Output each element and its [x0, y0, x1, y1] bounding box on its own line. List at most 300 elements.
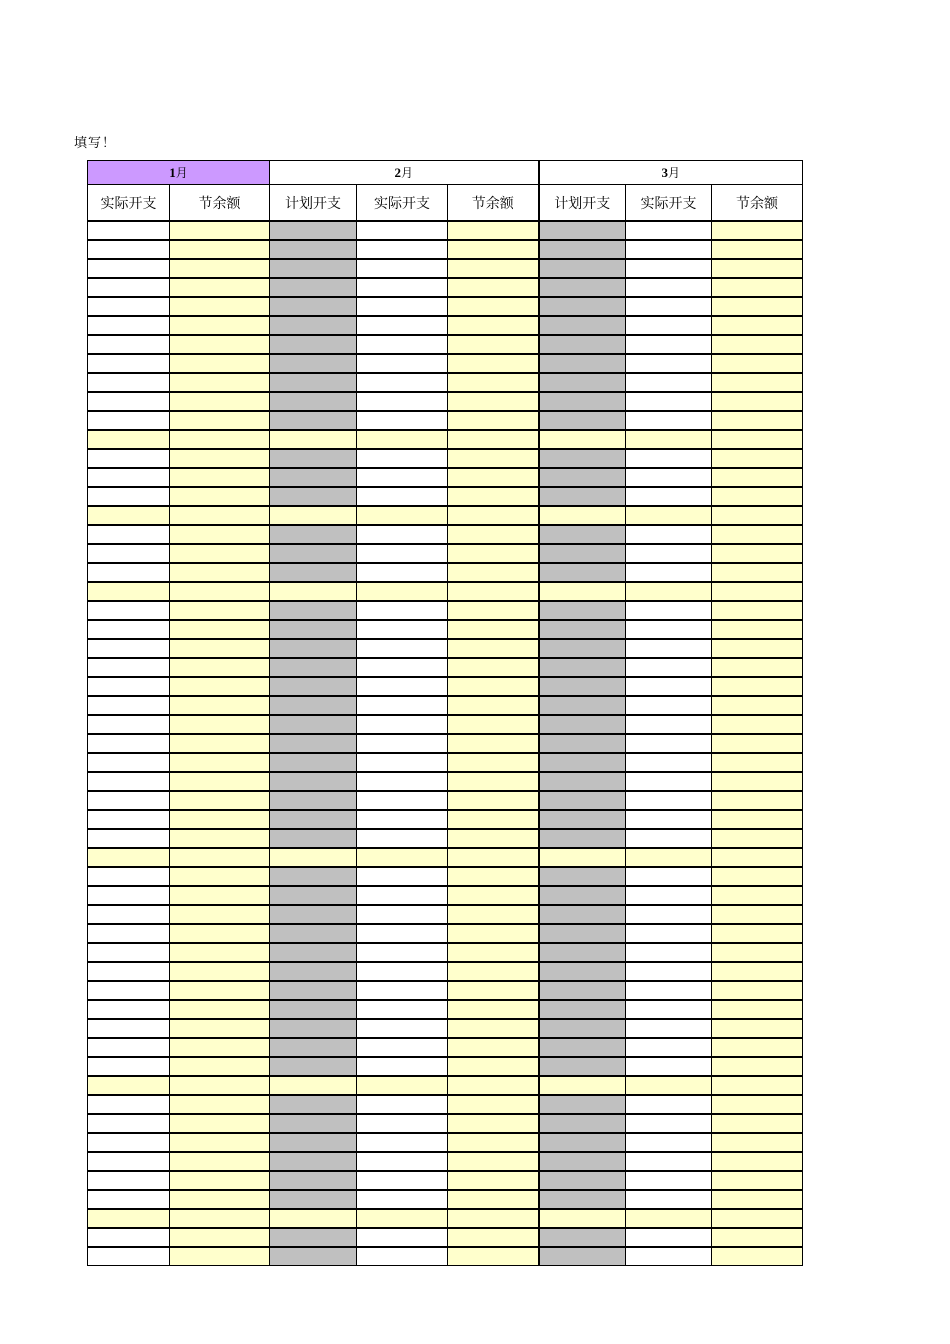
table-cell[interactable] — [448, 525, 539, 544]
table-cell[interactable] — [712, 791, 803, 810]
table-cell[interactable] — [357, 1076, 448, 1095]
table-cell[interactable] — [626, 316, 712, 335]
table-cell[interactable] — [448, 335, 539, 354]
table-cell[interactable] — [712, 658, 803, 677]
table-cell[interactable] — [88, 506, 170, 525]
table-cell[interactable] — [170, 373, 270, 392]
table-cell[interactable] — [448, 1152, 539, 1171]
table-cell[interactable] — [270, 221, 357, 240]
table-cell[interactable] — [170, 1133, 270, 1152]
table-cell[interactable] — [448, 544, 539, 563]
table-cell[interactable] — [712, 734, 803, 753]
table-cell[interactable] — [270, 639, 357, 658]
table-cell[interactable] — [539, 810, 626, 829]
table-cell[interactable] — [170, 544, 270, 563]
table-cell[interactable] — [448, 297, 539, 316]
table-cell[interactable] — [357, 1171, 448, 1190]
table-cell[interactable] — [448, 1114, 539, 1133]
table-cell[interactable] — [270, 848, 357, 867]
table-cell[interactable] — [712, 1209, 803, 1228]
table-cell[interactable] — [626, 620, 712, 639]
table-cell[interactable] — [539, 1019, 626, 1038]
table-cell[interactable] — [539, 943, 626, 962]
table-cell[interactable] — [712, 449, 803, 468]
table-cell[interactable] — [712, 924, 803, 943]
table-cell[interactable] — [448, 905, 539, 924]
table-cell[interactable] — [448, 981, 539, 1000]
table-cell[interactable] — [626, 734, 712, 753]
table-cell[interactable] — [712, 544, 803, 563]
table-cell[interactable] — [626, 1076, 712, 1095]
table-cell[interactable] — [539, 924, 626, 943]
table-cell[interactable] — [270, 1076, 357, 1095]
table-cell[interactable] — [539, 430, 626, 449]
table-cell[interactable] — [626, 354, 712, 373]
table-cell[interactable] — [712, 1076, 803, 1095]
table-cell[interactable] — [712, 1133, 803, 1152]
table-cell[interactable] — [88, 848, 170, 867]
table-cell[interactable] — [88, 924, 170, 943]
table-cell[interactable] — [712, 981, 803, 1000]
table-cell[interactable] — [357, 658, 448, 677]
table-cell[interactable] — [626, 1133, 712, 1152]
table-cell[interactable] — [539, 639, 626, 658]
table-cell[interactable] — [170, 1209, 270, 1228]
table-cell[interactable] — [626, 240, 712, 259]
table-cell[interactable] — [270, 734, 357, 753]
table-cell[interactable] — [712, 601, 803, 620]
table-cell[interactable] — [357, 430, 448, 449]
table-cell[interactable] — [170, 240, 270, 259]
table-cell[interactable] — [270, 449, 357, 468]
table-cell[interactable] — [626, 544, 712, 563]
table-cell[interactable] — [88, 449, 170, 468]
table-cell[interactable] — [170, 677, 270, 696]
table-cell[interactable] — [270, 297, 357, 316]
table-cell[interactable] — [270, 582, 357, 601]
table-cell[interactable] — [448, 1171, 539, 1190]
table-cell[interactable] — [712, 620, 803, 639]
table-cell[interactable] — [448, 810, 539, 829]
table-cell[interactable] — [626, 981, 712, 1000]
table-cell[interactable] — [170, 506, 270, 525]
table-cell[interactable] — [626, 658, 712, 677]
table-cell[interactable] — [357, 601, 448, 620]
table-cell[interactable] — [88, 316, 170, 335]
table-cell[interactable] — [88, 1228, 170, 1247]
table-cell[interactable] — [448, 1209, 539, 1228]
table-cell[interactable] — [357, 297, 448, 316]
table-cell[interactable] — [170, 1076, 270, 1095]
table-cell[interactable] — [357, 449, 448, 468]
table-cell[interactable] — [270, 658, 357, 677]
table-cell[interactable] — [170, 715, 270, 734]
table-cell[interactable] — [712, 392, 803, 411]
table-cell[interactable] — [539, 278, 626, 297]
table-cell[interactable] — [270, 468, 357, 487]
table-cell[interactable] — [270, 278, 357, 297]
table-cell[interactable] — [270, 772, 357, 791]
table-cell[interactable] — [88, 696, 170, 715]
table-cell[interactable] — [626, 1095, 712, 1114]
table-cell[interactable] — [539, 221, 626, 240]
table-cell[interactable] — [88, 1038, 170, 1057]
table-cell[interactable] — [626, 810, 712, 829]
table-cell[interactable] — [270, 1019, 357, 1038]
table-cell[interactable] — [626, 449, 712, 468]
table-cell[interactable] — [712, 639, 803, 658]
table-cell[interactable] — [539, 658, 626, 677]
table-cell[interactable] — [712, 487, 803, 506]
table-cell[interactable] — [88, 487, 170, 506]
table-cell[interactable] — [357, 563, 448, 582]
table-cell[interactable] — [448, 373, 539, 392]
table-cell[interactable] — [539, 772, 626, 791]
table-cell[interactable] — [170, 810, 270, 829]
table-cell[interactable] — [170, 658, 270, 677]
table-cell[interactable] — [357, 639, 448, 658]
table-cell[interactable] — [270, 1057, 357, 1076]
table-cell[interactable] — [357, 278, 448, 297]
table-cell[interactable] — [357, 1038, 448, 1057]
table-cell[interactable] — [539, 487, 626, 506]
table-cell[interactable] — [539, 696, 626, 715]
table-cell[interactable] — [626, 1171, 712, 1190]
table-cell[interactable] — [539, 297, 626, 316]
table-cell[interactable] — [448, 506, 539, 525]
table-cell[interactable] — [357, 715, 448, 734]
table-cell[interactable] — [539, 753, 626, 772]
table-cell[interactable] — [270, 867, 357, 886]
table-cell[interactable] — [357, 411, 448, 430]
table-cell[interactable] — [88, 620, 170, 639]
table-cell[interactable] — [170, 1114, 270, 1133]
table-cell[interactable] — [712, 1095, 803, 1114]
table-cell[interactable] — [539, 734, 626, 753]
table-cell[interactable] — [270, 943, 357, 962]
table-cell[interactable] — [170, 601, 270, 620]
table-cell[interactable] — [270, 392, 357, 411]
table-cell[interactable] — [626, 1209, 712, 1228]
table-cell[interactable] — [270, 1114, 357, 1133]
table-cell[interactable] — [170, 278, 270, 297]
table-cell[interactable] — [626, 1000, 712, 1019]
table-cell[interactable] — [88, 886, 170, 905]
table-cell[interactable] — [88, 1171, 170, 1190]
table-cell[interactable] — [539, 1114, 626, 1133]
table-cell[interactable] — [626, 278, 712, 297]
table-cell[interactable] — [448, 867, 539, 886]
table-cell[interactable] — [357, 924, 448, 943]
table-cell[interactable] — [88, 582, 170, 601]
table-cell[interactable] — [88, 943, 170, 962]
table-cell[interactable] — [712, 297, 803, 316]
table-cell[interactable] — [270, 715, 357, 734]
table-cell[interactable] — [448, 829, 539, 848]
table-cell[interactable] — [170, 1152, 270, 1171]
table-cell[interactable] — [448, 1095, 539, 1114]
table-cell[interactable] — [626, 1190, 712, 1209]
table-cell[interactable] — [170, 924, 270, 943]
table-cell[interactable] — [626, 1019, 712, 1038]
table-cell[interactable] — [357, 620, 448, 639]
table-cell[interactable] — [270, 240, 357, 259]
table-cell[interactable] — [448, 715, 539, 734]
table-cell[interactable] — [712, 886, 803, 905]
table-cell[interactable] — [448, 962, 539, 981]
table-cell[interactable] — [357, 316, 448, 335]
table-cell[interactable] — [270, 753, 357, 772]
table-cell[interactable] — [712, 335, 803, 354]
table-cell[interactable] — [170, 525, 270, 544]
table-cell[interactable] — [170, 1247, 270, 1266]
table-cell[interactable] — [270, 677, 357, 696]
table-cell[interactable] — [270, 1095, 357, 1114]
table-cell[interactable] — [170, 1019, 270, 1038]
table-cell[interactable] — [170, 487, 270, 506]
table-cell[interactable] — [712, 259, 803, 278]
table-cell[interactable] — [88, 430, 170, 449]
table-cell[interactable] — [626, 392, 712, 411]
table-cell[interactable] — [539, 1095, 626, 1114]
table-cell[interactable] — [88, 810, 170, 829]
table-cell[interactable] — [539, 392, 626, 411]
table-cell[interactable] — [170, 867, 270, 886]
table-cell[interactable] — [270, 829, 357, 848]
table-cell[interactable] — [539, 620, 626, 639]
table-cell[interactable] — [357, 506, 448, 525]
table-cell[interactable] — [170, 734, 270, 753]
table-cell[interactable] — [88, 658, 170, 677]
table-cell[interactable] — [626, 1152, 712, 1171]
table-cell[interactable] — [626, 297, 712, 316]
table-cell[interactable] — [357, 259, 448, 278]
table-cell[interactable] — [270, 430, 357, 449]
table-cell[interactable] — [170, 354, 270, 373]
table-cell[interactable] — [712, 1247, 803, 1266]
table-cell[interactable] — [626, 221, 712, 240]
table-cell[interactable] — [88, 1114, 170, 1133]
table-cell[interactable] — [270, 487, 357, 506]
table-cell[interactable] — [626, 753, 712, 772]
table-cell[interactable] — [357, 487, 448, 506]
table-cell[interactable] — [357, 734, 448, 753]
table-cell[interactable] — [270, 1209, 357, 1228]
table-cell[interactable] — [712, 696, 803, 715]
table-cell[interactable] — [357, 810, 448, 829]
table-cell[interactable] — [626, 430, 712, 449]
table-cell[interactable] — [448, 1247, 539, 1266]
table-cell[interactable] — [712, 677, 803, 696]
table-cell[interactable] — [712, 848, 803, 867]
table-cell[interactable] — [712, 829, 803, 848]
table-cell[interactable] — [88, 411, 170, 430]
table-cell[interactable] — [357, 1019, 448, 1038]
table-cell[interactable] — [539, 1209, 626, 1228]
table-cell[interactable] — [88, 772, 170, 791]
table-cell[interactable] — [539, 1190, 626, 1209]
table-cell[interactable] — [357, 848, 448, 867]
table-cell[interactable] — [448, 791, 539, 810]
table-cell[interactable] — [712, 354, 803, 373]
table-cell[interactable] — [539, 563, 626, 582]
table-cell[interactable] — [626, 601, 712, 620]
table-cell[interactable] — [357, 1095, 448, 1114]
table-cell[interactable] — [448, 468, 539, 487]
table-cell[interactable] — [357, 696, 448, 715]
table-cell[interactable] — [626, 563, 712, 582]
table-cell[interactable] — [448, 772, 539, 791]
table-cell[interactable] — [88, 392, 170, 411]
table-cell[interactable] — [170, 981, 270, 1000]
table-cell[interactable] — [539, 582, 626, 601]
table-cell[interactable] — [88, 1133, 170, 1152]
table-cell[interactable] — [626, 335, 712, 354]
table-cell[interactable] — [357, 943, 448, 962]
table-cell[interactable] — [712, 525, 803, 544]
table-cell[interactable] — [448, 221, 539, 240]
table-cell[interactable] — [539, 1171, 626, 1190]
table-cell[interactable] — [170, 411, 270, 430]
table-cell[interactable] — [88, 905, 170, 924]
table-cell[interactable] — [357, 677, 448, 696]
table-cell[interactable] — [88, 1095, 170, 1114]
table-cell[interactable] — [357, 335, 448, 354]
table-cell[interactable] — [170, 943, 270, 962]
table-cell[interactable] — [539, 240, 626, 259]
table-cell[interactable] — [270, 335, 357, 354]
table-cell[interactable] — [270, 525, 357, 544]
table-cell[interactable] — [88, 639, 170, 658]
table-cell[interactable] — [170, 1171, 270, 1190]
table-cell[interactable] — [88, 525, 170, 544]
table-cell[interactable] — [448, 1019, 539, 1038]
table-cell[interactable] — [626, 791, 712, 810]
table-cell[interactable] — [88, 1076, 170, 1095]
table-cell[interactable] — [539, 1038, 626, 1057]
table-cell[interactable] — [539, 506, 626, 525]
table-cell[interactable] — [712, 1057, 803, 1076]
table-cell[interactable] — [626, 905, 712, 924]
table-cell[interactable] — [448, 316, 539, 335]
table-cell[interactable] — [626, 886, 712, 905]
table-cell[interactable] — [357, 468, 448, 487]
table-cell[interactable] — [448, 411, 539, 430]
table-cell[interactable] — [88, 753, 170, 772]
table-cell[interactable] — [712, 563, 803, 582]
table-cell[interactable] — [170, 639, 270, 658]
table-cell[interactable] — [88, 468, 170, 487]
table-cell[interactable] — [712, 373, 803, 392]
table-cell[interactable] — [270, 981, 357, 1000]
table-cell[interactable] — [170, 392, 270, 411]
table-cell[interactable] — [626, 259, 712, 278]
table-cell[interactable] — [712, 506, 803, 525]
table-cell[interactable] — [448, 1190, 539, 1209]
table-cell[interactable] — [626, 677, 712, 696]
table-cell[interactable] — [448, 886, 539, 905]
table-cell[interactable] — [88, 221, 170, 240]
table-cell[interactable] — [448, 259, 539, 278]
table-cell[interactable] — [170, 1095, 270, 1114]
table-cell[interactable] — [170, 297, 270, 316]
table-cell[interactable] — [88, 1057, 170, 1076]
table-cell[interactable] — [448, 696, 539, 715]
table-cell[interactable] — [539, 411, 626, 430]
table-cell[interactable] — [712, 772, 803, 791]
table-cell[interactable] — [712, 1171, 803, 1190]
table-cell[interactable] — [170, 468, 270, 487]
table-cell[interactable] — [539, 335, 626, 354]
table-cell[interactable] — [448, 924, 539, 943]
table-cell[interactable] — [448, 848, 539, 867]
table-cell[interactable] — [626, 772, 712, 791]
table-cell[interactable] — [626, 1228, 712, 1247]
table-cell[interactable] — [170, 449, 270, 468]
table-cell[interactable] — [357, 240, 448, 259]
table-cell[interactable] — [448, 1038, 539, 1057]
table-cell[interactable] — [357, 1057, 448, 1076]
table-cell[interactable] — [712, 715, 803, 734]
table-cell[interactable] — [170, 335, 270, 354]
table-cell[interactable] — [712, 1038, 803, 1057]
table-cell[interactable] — [88, 544, 170, 563]
table-cell[interactable] — [270, 620, 357, 639]
table-cell[interactable] — [88, 563, 170, 582]
table-cell[interactable] — [88, 791, 170, 810]
table-cell[interactable] — [448, 1076, 539, 1095]
table-cell[interactable] — [270, 563, 357, 582]
table-cell[interactable] — [448, 449, 539, 468]
table-cell[interactable] — [712, 943, 803, 962]
table-cell[interactable] — [88, 1209, 170, 1228]
table-cell[interactable] — [539, 829, 626, 848]
table-cell[interactable] — [170, 620, 270, 639]
table-cell[interactable] — [712, 810, 803, 829]
table-cell[interactable] — [357, 791, 448, 810]
table-cell[interactable] — [88, 335, 170, 354]
table-cell[interactable] — [88, 278, 170, 297]
table-cell[interactable] — [357, 544, 448, 563]
table-cell[interactable] — [539, 848, 626, 867]
table-cell[interactable] — [357, 905, 448, 924]
table-cell[interactable] — [712, 582, 803, 601]
table-cell[interactable] — [170, 791, 270, 810]
table-cell[interactable] — [88, 734, 170, 753]
table-cell[interactable] — [712, 1190, 803, 1209]
table-cell[interactable] — [712, 905, 803, 924]
table-cell[interactable] — [539, 259, 626, 278]
table-cell[interactable] — [357, 1152, 448, 1171]
table-cell[interactable] — [88, 1019, 170, 1038]
table-cell[interactable] — [626, 1057, 712, 1076]
table-cell[interactable] — [170, 563, 270, 582]
table-cell[interactable] — [88, 1152, 170, 1171]
table-cell[interactable] — [626, 924, 712, 943]
table-cell[interactable] — [270, 506, 357, 525]
table-cell[interactable] — [357, 373, 448, 392]
table-cell[interactable] — [270, 1171, 357, 1190]
table-cell[interactable] — [270, 544, 357, 563]
table-cell[interactable] — [88, 354, 170, 373]
table-cell[interactable] — [88, 1000, 170, 1019]
table-cell[interactable] — [712, 1228, 803, 1247]
table-cell[interactable] — [170, 753, 270, 772]
table-cell[interactable] — [357, 392, 448, 411]
table-cell[interactable] — [357, 867, 448, 886]
table-cell[interactable] — [539, 886, 626, 905]
table-cell[interactable] — [270, 810, 357, 829]
